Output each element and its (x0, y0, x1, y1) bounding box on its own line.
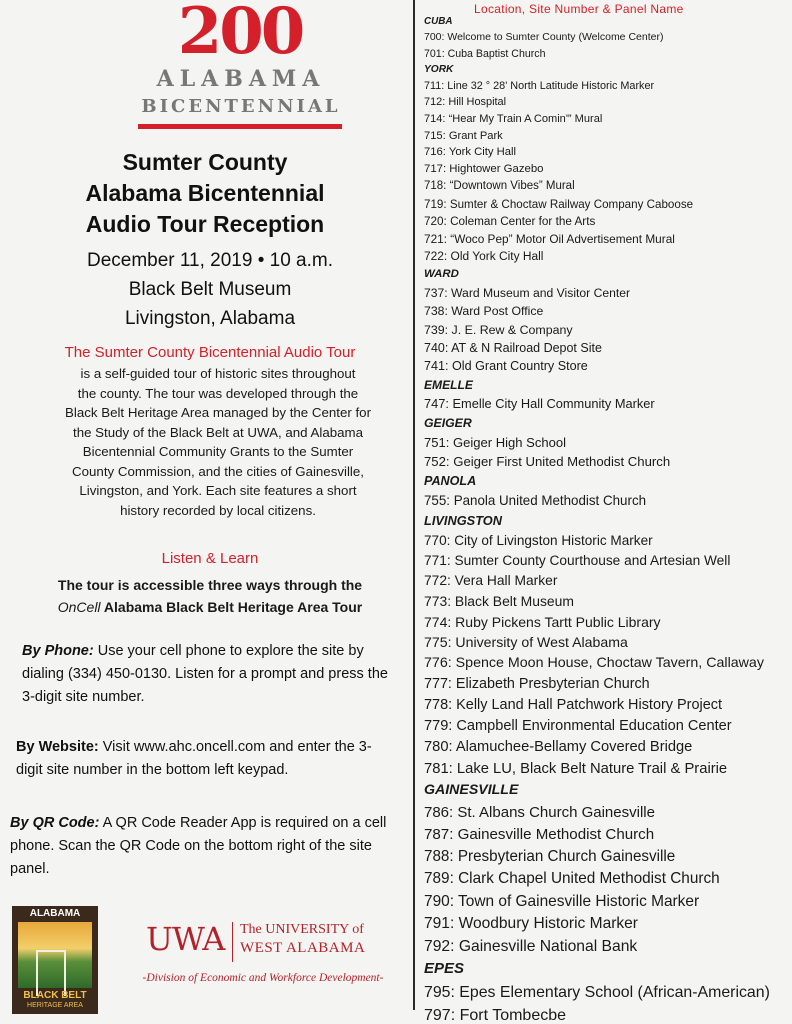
column-divider (413, 0, 415, 1010)
site-list-item: 775: University of West Alabama (424, 634, 628, 651)
site-list-item: 719: Sumter & Choctaw Railway Company Caboose (424, 197, 694, 211)
site-list-item: 755: Panola United Methodist Church (424, 493, 647, 509)
site-list-location-heading: LIVINGSTON (424, 513, 502, 529)
site-list-header: Location, Site Number & Panel Name (474, 2, 684, 16)
site-list-item: 797: Fort Tombecbe (424, 1007, 567, 1024)
site-list-item: 777: Elizabeth Presbyterian Church (424, 675, 650, 692)
site-list-item: 700: Welcome to Sumter County (Welcome Center) (424, 30, 664, 43)
site-list-item: 788: Presbyterian Church Gainesville (424, 848, 676, 866)
site-list-item: 712: Hill Hospital (424, 96, 507, 109)
site-list-item: 770: City of Livingston Historic Marker (424, 532, 653, 548)
site-list (424, 14, 792, 1024)
intro-line: Livingston, and York. Each site features a short (79, 483, 357, 498)
method-phone-text: Use your cell phone to explore the site by dialing (334) 450-0130. Listen for a prompt and press the 3-digit site number. (22, 643, 388, 705)
site-list-item: 716: York City Hall (424, 146, 517, 159)
site-list-item: 786: St. Albans Church Gainesville (424, 804, 655, 822)
site-list-item: 792: Gainesville National Bank (424, 937, 638, 955)
event-city: Livingston, Alabama (124, 308, 296, 329)
intro-line: the Study of the Black Belt at UWA, and Alabama (73, 424, 363, 440)
site-list-item: 751: Geiger High School (424, 435, 566, 451)
listen-line-2 (20, 596, 400, 618)
site-list-item: 718: “Downtown Vibes” Mural (424, 180, 575, 193)
site-list-location-heading: GAINESVILLE (424, 782, 519, 799)
intro-line: Bicentennial Community Grants to the Sumter (82, 444, 354, 459)
title-line-3: Audio Tour Reception (85, 211, 325, 237)
intro-line: Black Belt Heritage Area managed by the Center for (65, 405, 371, 420)
bicentennial-logo-200: 200 (177, 0, 303, 69)
site-list-item: 774: Ruby Pickens Tartt Public Library (424, 613, 661, 630)
site-list-item: 752: Geiger First United Methodist Church (424, 454, 671, 470)
site-list-location-heading: PANOLA (424, 473, 477, 488)
logo-bicentennial-text: BICENTENNIAL (141, 96, 341, 117)
site-list-item: 737: Ward Museum and Visitor Center (424, 286, 631, 301)
site-list-item: 790: Town of Gainesville Historic Marker (424, 892, 700, 910)
site-list-item: 773: Black Belt Museum (424, 593, 574, 610)
site-list-item: 740: AT & N Railroad Depot Site (424, 340, 602, 355)
uwa-logo-separator (232, 922, 233, 962)
site-list-item: 738: Ward Post Office (424, 304, 544, 319)
site-list-item: 779: Campbell Environmental Education Center (424, 718, 732, 735)
logo-alabama-text: ALABAMA (156, 66, 326, 92)
method-qr-label: By QR Code: (10, 815, 100, 831)
method-website-label: By Website: (16, 739, 99, 755)
method-website (16, 736, 396, 782)
bbha-logo-bottom-text: BLACK BELT (23, 990, 87, 1001)
uwa-name-line-2: WEST ALABAMA (240, 940, 366, 956)
listen-heading: Listen & Learn (161, 550, 259, 567)
site-list-item: 717: Hightower Gazebo (424, 163, 544, 176)
site-list-location-heading: EMELLE (424, 378, 473, 393)
intro-line: history recorded by local citizens. (120, 502, 316, 518)
black-belt-heritage-logo (12, 906, 98, 1014)
uwa-name-line-1: The UNIVERSITY of (240, 922, 364, 937)
intro-line: the county. The tour was developed through the (77, 385, 359, 401)
intro-line: County Commission, and the cities of Gainesville, (72, 463, 364, 479)
method-phone (22, 640, 402, 709)
site-list-item: 795: Epes Elementary School (African-American) (424, 984, 770, 1002)
title-line-2: Alabama Bicentennial (85, 180, 325, 206)
site-list-item: 781: Lake LU, Black Belt Nature Trail & Prairie (424, 760, 728, 777)
bbha-logo-top-text: ALABAMA (29, 908, 81, 919)
site-list-column (424, 0, 792, 1024)
bbha-landscape-image (18, 922, 92, 988)
method-website-text: Visit www.ahc.oncell.com and enter the 3-digit site number in the bottom left keypad. (16, 739, 372, 778)
listen-line-2-rest: Alabama Black Belt Heritage Area Tour (100, 599, 363, 615)
site-list-item: 789: Clark Chapel United Methodist Church (424, 870, 720, 888)
method-phone-label: By Phone: (22, 643, 94, 659)
site-list-location-heading: YORK (424, 63, 454, 75)
uwa-logo-mark: UWA (146, 920, 225, 958)
site-list-location-heading: WARD (424, 268, 459, 281)
site-list-item: 776: Spence Moon House, Choctaw Tavern, Callaway (424, 655, 764, 672)
site-list-item: 791: Woodbury Historic Marker (424, 915, 638, 933)
event-date-time: December 11, 2019 • 10 a.m. (86, 250, 334, 271)
site-list-item: 772: Vera Hall Marker (424, 573, 558, 589)
event-venue: Black Belt Museum (128, 279, 292, 300)
site-list-item: 714: “Hear My Train A Comin'” Mural (424, 112, 603, 125)
site-list-item: 720: Coleman Center for the Arts (424, 215, 596, 229)
bbha-logo-sub-text: HERITAGE AREA (27, 1002, 83, 1009)
site-list-item: 771: Sumter County Courthouse and Artesian Well (424, 552, 731, 568)
site-list-item: 739: J. E. Rew & Company (424, 322, 573, 337)
title-line-1: Sumter County (122, 149, 288, 175)
site-list-item: 787: Gainesville Methodist Church (424, 826, 655, 844)
uwa-division: -Division of Economic and Workforce Development- (142, 972, 384, 984)
site-list-item: 780: Alamuchee-Bellamy Covered Bridge (424, 739, 693, 756)
method-qr-text: A QR Code Reader App is required on a cell phone. Scan the QR Code on the bottom right of the site panel. (10, 815, 387, 877)
site-list-location-heading: GEIGER (424, 415, 472, 430)
method-qr (10, 812, 404, 881)
listen-line-1: The tour is accessible three ways through the (57, 577, 363, 593)
site-list-item: 721: “Woco Pep” Motor Oil Advertisement Mural (424, 231, 675, 246)
site-list-item: 711: Line 32 ° 28' North Latitude Historic Marker (424, 80, 655, 93)
site-list-location-heading: CUBA (424, 16, 453, 27)
intro-line: is a self-guided tour of historic sites throughout (80, 366, 356, 381)
site-list-item: 722: Old York City Hall (424, 249, 544, 264)
site-list-item: 747: Emelle City Hall Community Marker (424, 395, 655, 411)
site-list-item: 778: Kelly Land Hall Patchwork History Project (424, 696, 723, 713)
intro-heading: The Sumter County Bicentennial Audio Tour (64, 344, 356, 361)
site-list-location-heading: EPES (424, 960, 464, 978)
intro-body (48, 364, 388, 520)
site-list-item: 715: Grant Park (424, 129, 503, 142)
oncell-text: OnCell (57, 599, 101, 615)
site-list-item: 701: Cuba Baptist Church (424, 47, 546, 60)
site-list-item: 741: Old Grant Country Store (424, 359, 588, 374)
logo-underline (138, 124, 342, 129)
